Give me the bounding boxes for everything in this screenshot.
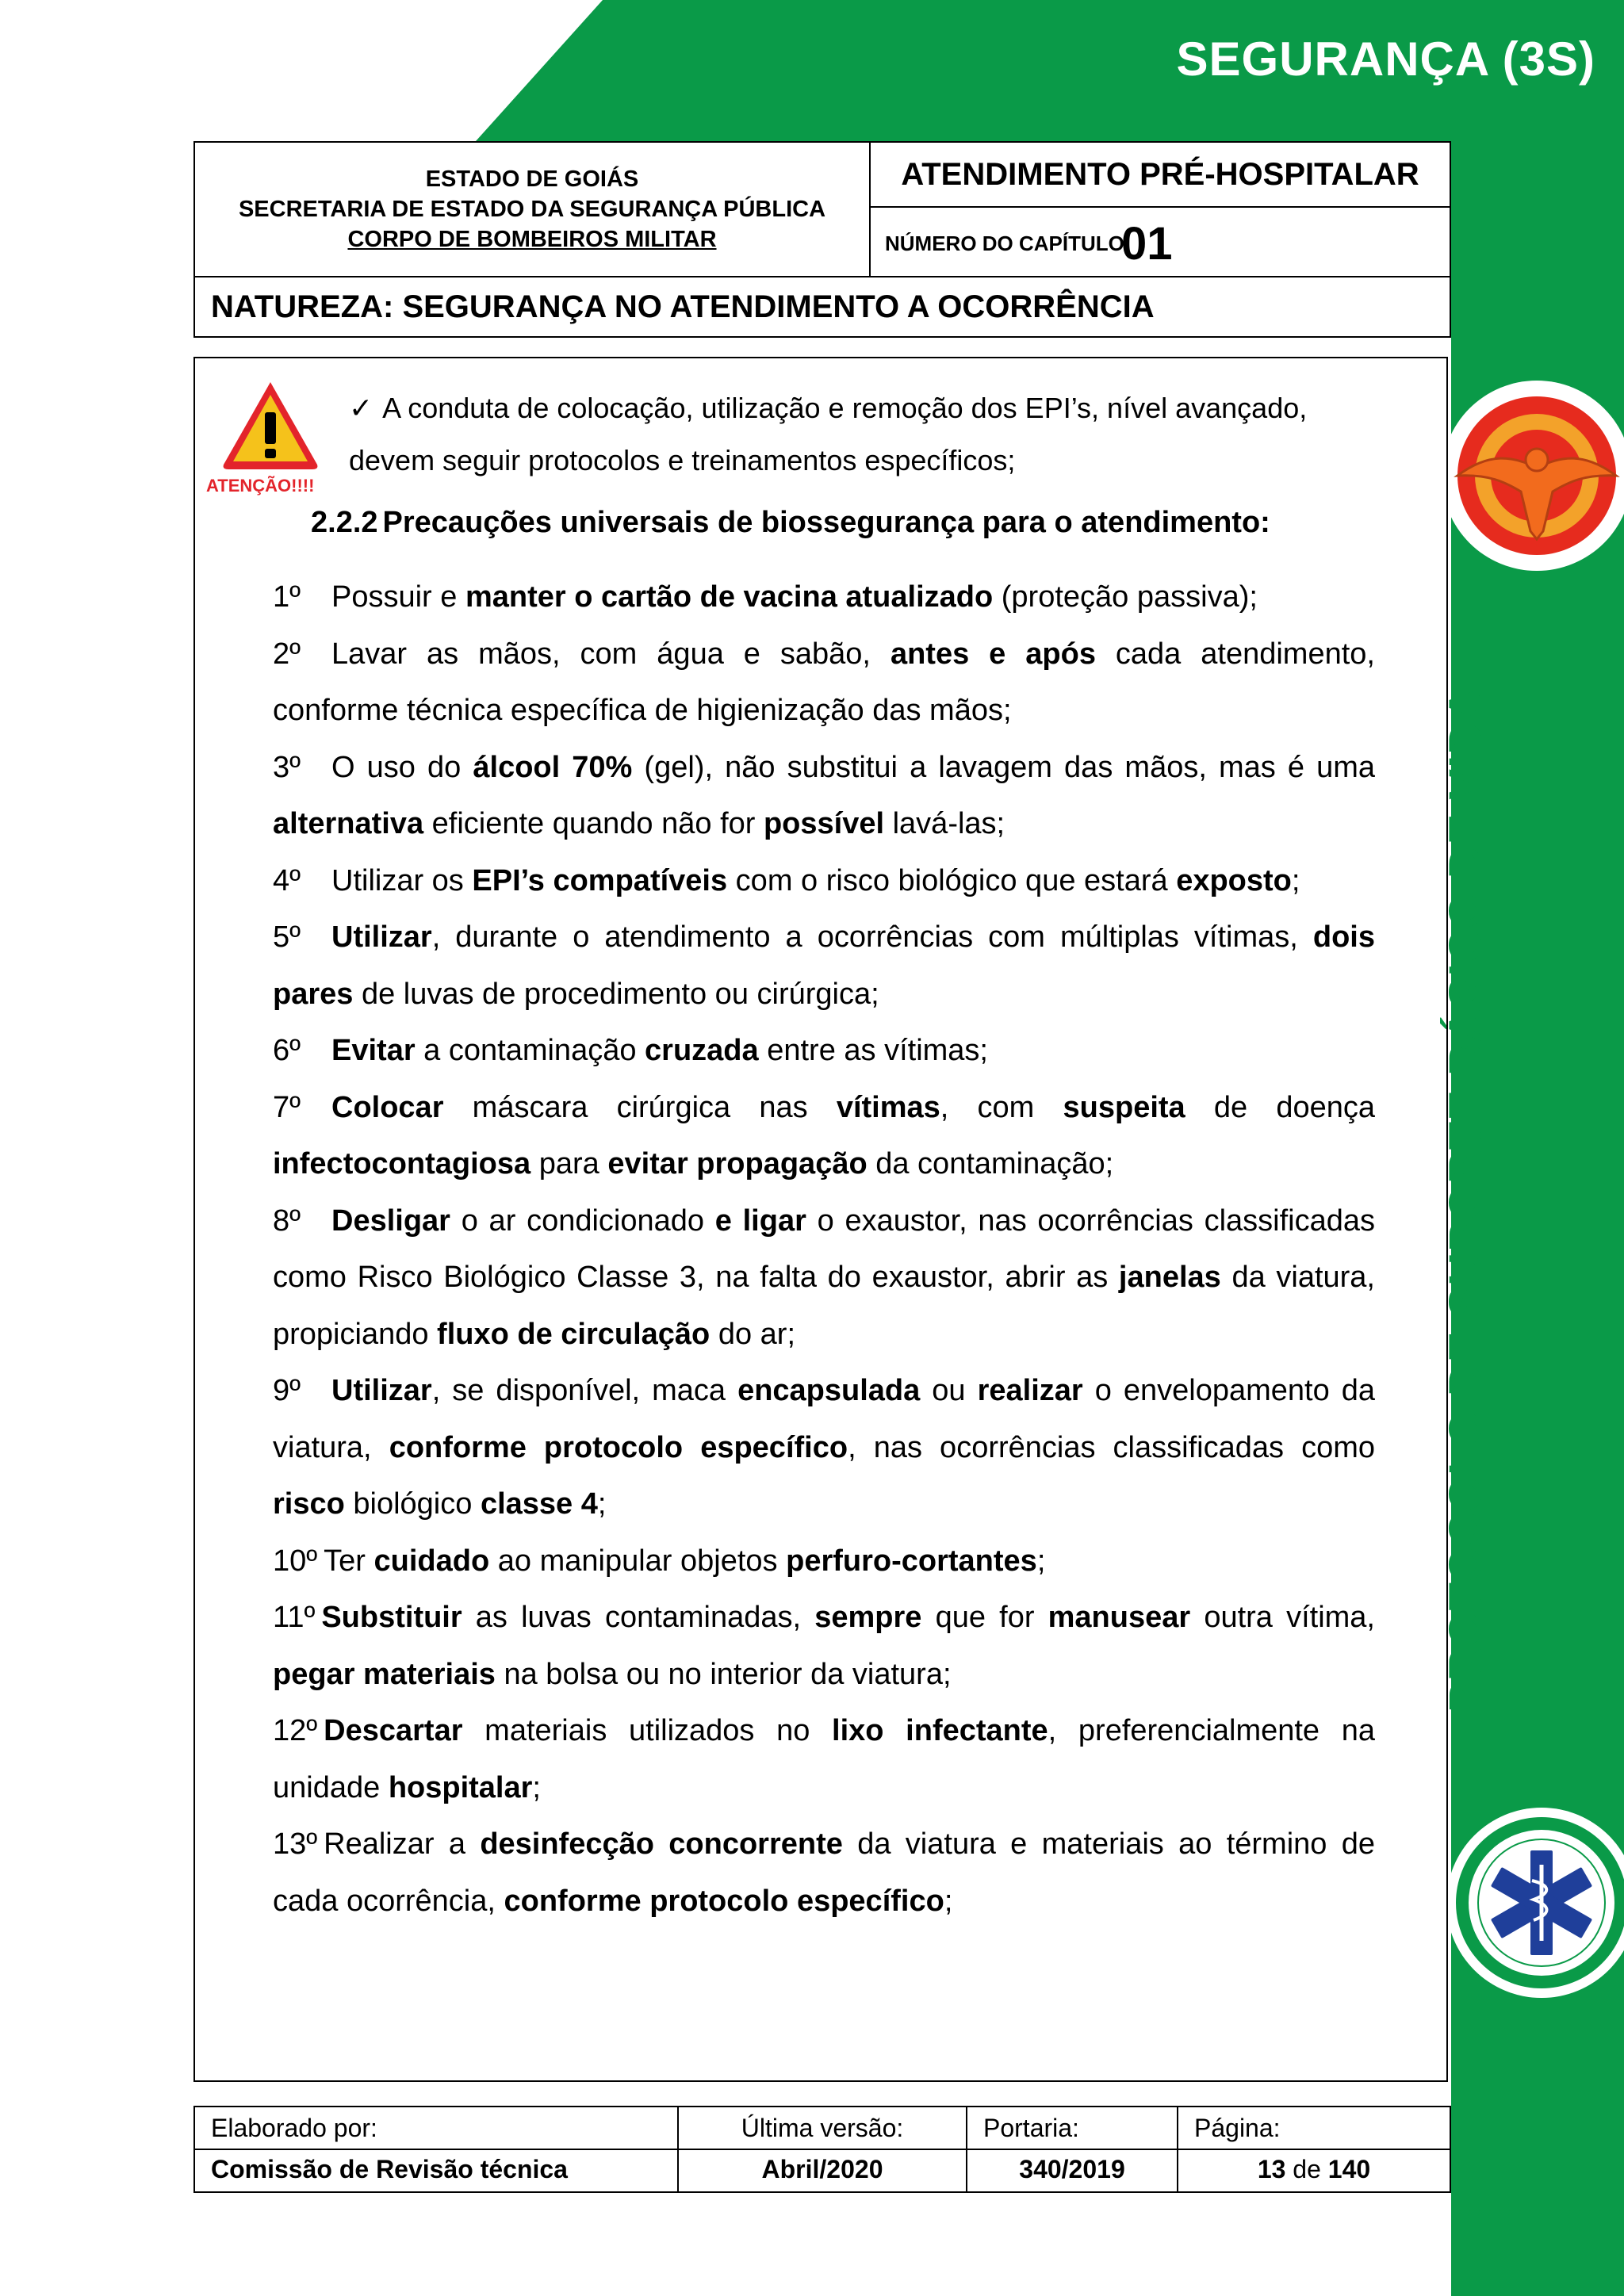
list-item — [273, 626, 1375, 740]
item-text: outra vítima, — [1190, 1601, 1375, 1634]
item-text: ; — [532, 1770, 541, 1804]
item-text: na bolsa ou no interior da viatura; — [495, 1657, 952, 1691]
item-text-bold: classe 4 — [480, 1487, 598, 1521]
item-text-bold: perfuro-cortantes — [786, 1544, 1037, 1578]
item-text: (gel), não substitui a lavagem das mãos, mas é uma — [632, 750, 1376, 784]
chapter-number: 01 — [1121, 218, 1173, 270]
item-text-bold: sempre — [814, 1601, 922, 1634]
item-text: Lavar as mãos, com água e sabão, — [331, 637, 891, 671]
item-text-bold: realizar — [977, 1374, 1083, 1407]
footer-table — [193, 2106, 1451, 2193]
item-text: , preferencialmente na unidade — [273, 1714, 1376, 1804]
item-text-bold: e ligar — [714, 1203, 806, 1238]
item-text: lavá-las; — [884, 807, 1005, 840]
section-title-text: Precauções universais de biossegurança para o atendimento: — [382, 506, 1270, 539]
item-text-bold: Colocar — [331, 1090, 444, 1124]
list-item — [273, 569, 1375, 626]
page-current: 13 — [1257, 2155, 1286, 2183]
item-text-bold: janelas — [1118, 1261, 1221, 1294]
item-text: ; — [1291, 863, 1300, 897]
item-text-bold: possível — [763, 807, 885, 840]
item-number: 13º — [273, 1827, 318, 1861]
item-text-bold: infectocontagiosa — [273, 1147, 531, 1181]
chapter-cell — [870, 207, 1450, 277]
item-text: cada atendimento, conforme técnica específica de higienização das mãos; — [273, 637, 1375, 727]
document-title: ATENDIMENTO PRÉ-HOSPITALAR — [870, 142, 1450, 207]
header-table — [193, 141, 1451, 338]
item-text-bold: manusear — [1048, 1601, 1191, 1634]
item-text: máscara cirúrgica nas — [443, 1090, 837, 1124]
item-text-bold: desinfecção concorrente — [480, 1827, 843, 1861]
section-heading — [311, 506, 1270, 540]
list-item — [273, 853, 1375, 910]
list-item — [273, 1703, 1375, 1816]
item-text: da viatura, propiciando — [273, 1261, 1375, 1351]
item-text-bold: hospitalar — [388, 1770, 533, 1804]
nature-line: NATUREZA: SEGURANÇA NO ATENDIMENTO A OCORRÊNCIA — [194, 277, 1450, 337]
list-item — [273, 1590, 1375, 1703]
item-number: 6º — [273, 1034, 301, 1067]
item-text: a contaminação — [415, 1034, 645, 1067]
item-text: O uso do — [331, 750, 473, 784]
item-text-bold: fluxo de circulação — [437, 1317, 710, 1351]
item-number: 11º — [273, 1601, 316, 1634]
item-text: Possuir e — [331, 580, 465, 614]
item-text-bold: exposto — [1176, 863, 1292, 897]
item-text: que for — [921, 1601, 1048, 1634]
footer-page-label: Página: — [1178, 2107, 1450, 2149]
item-text-bold: Desligar — [331, 1203, 450, 1238]
item-number: 3º — [273, 750, 301, 784]
org-state: ESTADO DE GOIÁS — [425, 166, 639, 192]
item-text: para — [530, 1147, 608, 1181]
item-text: , se disponível, maca — [431, 1374, 738, 1407]
item-text-bold: cruzada — [645, 1034, 759, 1067]
star-of-life-emblem — [1446, 1808, 1624, 1998]
item-number: 8º — [273, 1203, 301, 1238]
content-box — [193, 357, 1448, 2082]
item-text: biológico — [344, 1487, 481, 1521]
item-text: , nas ocorrências classificadas como — [848, 1430, 1375, 1464]
org-secretariat: SECRETARIA DE ESTADO DA SEGURANÇA PÚBLICA — [238, 197, 826, 222]
item-text-bold: cuidado — [373, 1544, 490, 1578]
item-text: ; — [944, 1884, 953, 1918]
item-text: ao manipular objetos — [489, 1544, 787, 1578]
item-text: as luvas contaminadas, — [462, 1601, 815, 1634]
list-item — [273, 909, 1375, 1023]
footer-portaria-value: 340/2019 — [967, 2149, 1178, 2192]
item-text: ; — [597, 1487, 607, 1521]
item-text-bold: Utilizar — [331, 920, 432, 954]
item-text: da contaminação; — [867, 1147, 1114, 1181]
warning-triangle-icon — [219, 377, 322, 473]
item-text-bold: Utilizar — [331, 1374, 432, 1407]
bombeiros-goias-emblem — [1442, 381, 1624, 571]
item-number: 9º — [273, 1374, 301, 1407]
item-text: Utilizar os — [331, 863, 473, 897]
item-text: , durante o atendimento a ocorrências com múltiplas vítimas, — [431, 920, 1313, 954]
item-text-bold: antes e após — [890, 637, 1096, 671]
footer-version-value: Abril/2020 — [678, 2149, 967, 2192]
footer-author-value: Comissão de Revisão técnica — [194, 2149, 678, 2192]
item-text: eficiente quando não for — [423, 807, 764, 840]
item-text: do ar; — [710, 1317, 796, 1351]
footer-version-label: Última versão: — [678, 2107, 967, 2149]
item-text: entre as vítimas; — [758, 1034, 988, 1067]
item-text-bold: lixo infectante — [832, 1714, 1048, 1747]
section-number: 2.2.2 — [311, 506, 378, 539]
organization-block — [194, 142, 870, 277]
item-text: da viatura e materiais ao término de cada ocorrência, — [273, 1827, 1375, 1918]
item-text-bold: pegar materiais — [273, 1657, 496, 1691]
precautions-list — [273, 569, 1375, 1930]
item-text: o exaustor, nas ocorrências classificadas como Risco Biológico Classe 3, na falta do exaustor, abrir as — [273, 1203, 1375, 1294]
item-text: (proteção passiva); — [993, 580, 1258, 614]
item-number: 12º — [273, 1714, 318, 1747]
item-text: ; — [1036, 1544, 1046, 1578]
item-text-bold: evitar propagação — [607, 1147, 868, 1181]
item-text: Ter — [324, 1544, 374, 1578]
item-text-bold: encapsulada — [737, 1374, 921, 1407]
list-item — [273, 1023, 1375, 1080]
list-item — [273, 1363, 1375, 1533]
org-fire-department: CORPO DE BOMBEIROS MILITAR — [347, 227, 717, 252]
chapter-label: NÚMERO DO CAPÍTULO: — [885, 232, 1132, 255]
item-number: 5º — [273, 920, 301, 954]
item-text-bold: alternativa — [273, 807, 424, 840]
item-text: , com — [940, 1090, 1063, 1124]
checkmark-icon: ✓ — [349, 392, 373, 424]
item-text: Realizar a — [324, 1827, 481, 1861]
item-text-bold: Substituir — [321, 1601, 462, 1634]
item-text-bold: manter o cartão de vacina atualizado — [465, 580, 994, 614]
warning-text — [349, 382, 1372, 487]
item-text: o envelopamento da viatura, — [273, 1374, 1376, 1464]
item-text: ou — [920, 1374, 978, 1407]
item-text-bold: suspeita — [1063, 1090, 1185, 1124]
item-text: de luvas de procedimento ou cirúrgica; — [353, 977, 879, 1011]
vertical-protocol-title: PROTOCOLO DE SUPORTE BÁSICO DE VIDA — [1440, 687, 1492, 1712]
item-text: com o risco biológico que estará — [727, 863, 1177, 897]
list-item — [273, 740, 1375, 853]
item-text-bold: conforme protocolo específico — [389, 1430, 848, 1464]
list-item — [273, 1193, 1375, 1364]
item-text-bold: álcool 70% — [473, 750, 633, 784]
item-number: 7º — [273, 1090, 301, 1124]
item-text-bold: Evitar — [331, 1034, 416, 1067]
section-title: SEGURANÇA (3S) — [1176, 33, 1595, 86]
item-text: materiais utilizados no — [462, 1714, 833, 1747]
item-number: 10º — [273, 1544, 318, 1578]
list-item — [273, 1533, 1375, 1590]
item-text-bold: dois pares — [273, 920, 1375, 1011]
list-item — [273, 1080, 1375, 1193]
warning-message: A conduta de colocação, utilização e remoção dos EPI’s, nível avançado, devem seguir protocolos e treinamentos específicos; — [349, 392, 1308, 476]
item-text-bold: Descartar — [324, 1714, 463, 1747]
item-text: o ar condicionado — [450, 1203, 715, 1238]
item-number: 4º — [273, 863, 301, 897]
page-total: 140 — [1327, 2155, 1371, 2183]
list-item — [273, 1816, 1375, 1930]
item-text-bold: risco — [273, 1487, 345, 1521]
item-number: 2º — [273, 637, 301, 671]
footer-author-label: Elaborado por: — [194, 2107, 678, 2149]
page-separator: de — [1293, 2155, 1321, 2183]
item-text: de doença — [1185, 1090, 1375, 1124]
warning-label: ATENÇÃO!!!! — [206, 476, 315, 496]
footer-page-value — [1178, 2149, 1450, 2192]
footer-portaria-label: Portaria: — [967, 2107, 1178, 2149]
item-text-bold: EPI’s compatíveis — [472, 863, 728, 897]
item-text-bold: conforme protocolo específico — [504, 1884, 944, 1918]
item-text-bold: vítimas — [836, 1090, 940, 1124]
item-number: 1º — [273, 580, 301, 614]
